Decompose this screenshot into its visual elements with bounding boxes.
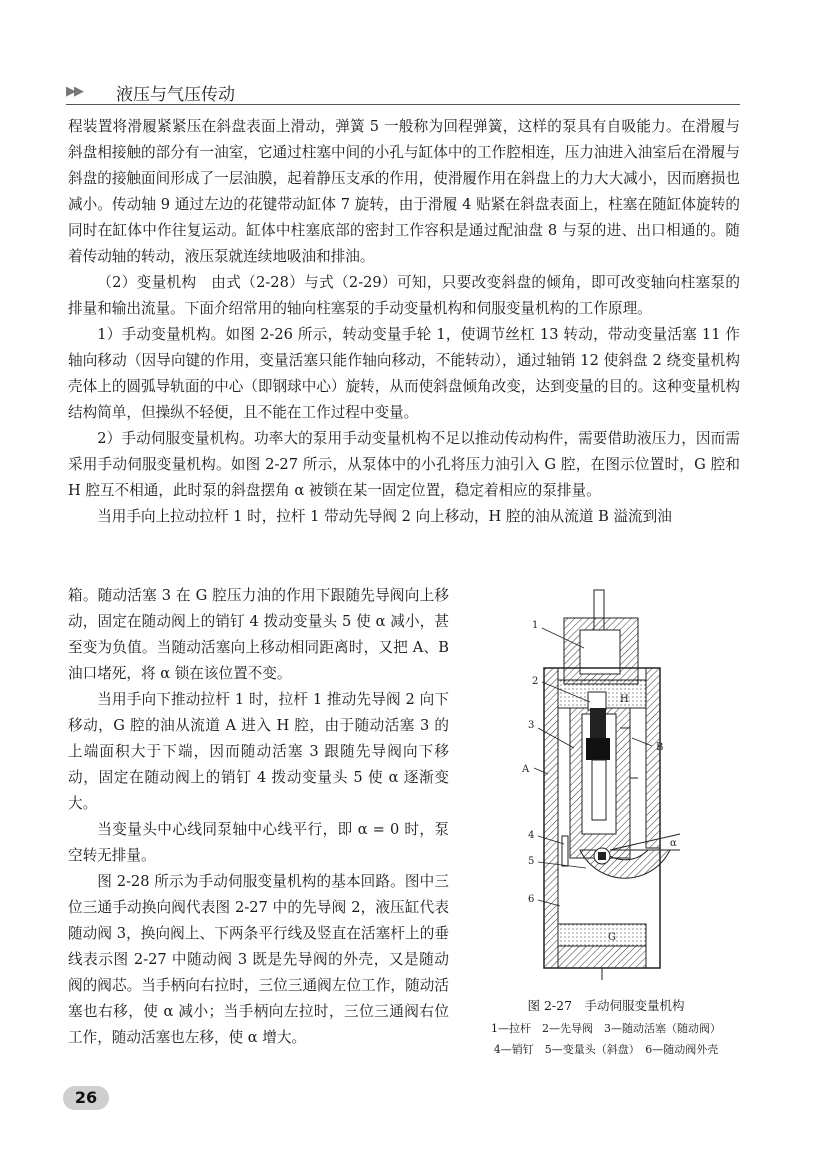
mechanism-drawing	[520, 588, 690, 983]
label-2: 2	[532, 676, 539, 687]
paragraph: （2）变量机构 由式（2-28）与式（2-29）可知，只要改变斜盘的倾角，即可改变轴向柱塞泵的排量和输出流量。下面介绍常用的轴向柱塞泵的手动变量机构和伺服变量机构的工作原理。	[68, 274, 740, 317]
book-title: 液压与气压传动	[116, 85, 235, 105]
paragraph: 程装置将滑履紧紧压在斜盘表面上滑动，弹簧 5 一般称为回程弹簧，这样的泵具有自吸能力。在滑履与斜盘相接触的部分有一油室，它通过柱塞中间的小孔与缸体中的工作腔相连，压力油进入油室后在滑履与斜盘的接触面间形成了一层油膜，起着静压支承的作用，使滑履作用在斜盘上的力大大减小，因而磨损也减小。传动轴 9 通过左边的花键带动缸体 7 旋转，由于滑履 4 贴紧在斜盘表面上，柱塞在随缸体旋转的同时在缸体中作往复运动。缸体中柱塞底部的密封工作容积是通过配油盘 8 与泵的进、出口相通的。随着传动轴的转动，液压泵就连续地吸油和排油。	[68, 118, 740, 265]
g-chamber	[558, 924, 646, 946]
paragraph: 当用手向上拉动拉杆 1 时，拉杆 1 带动先导阀 2 向上移动，H 腔的油从流道 B 溢流到油	[97, 508, 672, 525]
label-alpha: α	[670, 838, 677, 849]
label-g: G	[608, 932, 616, 943]
running-header	[66, 78, 740, 105]
legend-line: 1—拉杆 2—先导阀 3—随动活塞（随动阀）	[491, 1022, 721, 1035]
body-text-wrapped	[68, 583, 449, 1051]
pilot-valve	[590, 708, 606, 738]
paragraph: 图 2-28 所示为手动伺服变量机构的基本回路。图中三位三通手动换向阀代表图 2-27 中的先导阀 2，液压缸代表随动阀 3，换向阀上、下两条平行线及竖直在活塞杆上的垂线表示图 2-27 中随动阀 3 既是先导阀的外壳，又是随动阀的阀芯。当手柄向右拉时，三位三通阀左位工作，随动活塞也右移，使 α 减小；当手柄向左拉时，三位三通阀右位工作，随动活塞也左移，使 α 增大。	[68, 873, 449, 1046]
label-a: A	[522, 764, 530, 775]
legend-line: 4—销钉 5—变量头（斜盘） 6—随动阀外壳	[493, 1043, 719, 1056]
figure-caption: 图 2-27 手动伺服变量机构	[527, 998, 685, 1013]
label-1: 1	[532, 620, 539, 631]
label-6: 6	[528, 894, 535, 905]
paragraph: 2）手动伺服变量机构。功率大的泵用手动变量机构不足以推动传动构件，需要借助液压力，因而需采用手动伺服变量机构。如图 2-27 所示，从泵体中的小孔将压力油引入 G 腔，在图示位置时，G 腔和 H 腔互不相通，此时泵的斜盘摆角 α 被锁在某一固定位置，稳定着相应的泵排量。	[68, 430, 740, 499]
body-text-top	[68, 114, 740, 530]
header-arrows-icon: ▶▶	[66, 84, 82, 99]
page-number: 26	[63, 1086, 109, 1110]
paragraph: 箱。随动活塞 3 在 G 腔压力油的作用下跟随先导阀向上移动，固定在随动阀上的销钉 4 拨动变量头 5 使 α 减小，甚至变为负值。当随动活塞向上移动相同距离时，又把 A、B 油口堵死，将 α 锁在该位置不变。	[68, 587, 449, 682]
label-b: B	[656, 742, 664, 753]
paragraph: 当用手向下推动拉杆 1 时，拉杆 1 推动先导阀 2 向下移动，G 腔的油从流道 A 进入 H 腔，由于随动活塞 3 的上端面积大于下端，因而随动活塞 3 跟随先导阀向下移动，固定在随动阀上的销钉 4 拨动变量头 5 使 α 逐渐变大。	[68, 691, 449, 812]
paragraph: 1）手动变量机构。如图 2-26 所示，转动变量手轮 1，使调节丝杠 13 转动，带动变量活塞 11 作轴向移动（因导向键的作用，变量活塞只能作轴向移动，不能转动），通过轴销 12 使斜盘 2 绕变量机构壳体上的圆弧导轨面的中心（即钢球中心）旋转，从而使斜盘倾角改变，达到变量的目的。这种变量机构结构简单，但操纵不轻便，且不能在工作过程中变量。	[68, 326, 740, 421]
figure-legend	[466, 1018, 746, 1060]
label-4: 4	[528, 830, 535, 841]
label-5: 5	[528, 856, 535, 867]
label-h: H	[620, 694, 629, 705]
label-3: 3	[528, 720, 535, 731]
servo-mechanism-figure	[520, 588, 690, 983]
paragraph: 当变量头中心线同泵轴中心线平行，即 α = 0 时，泵空转无排量。	[68, 821, 449, 864]
